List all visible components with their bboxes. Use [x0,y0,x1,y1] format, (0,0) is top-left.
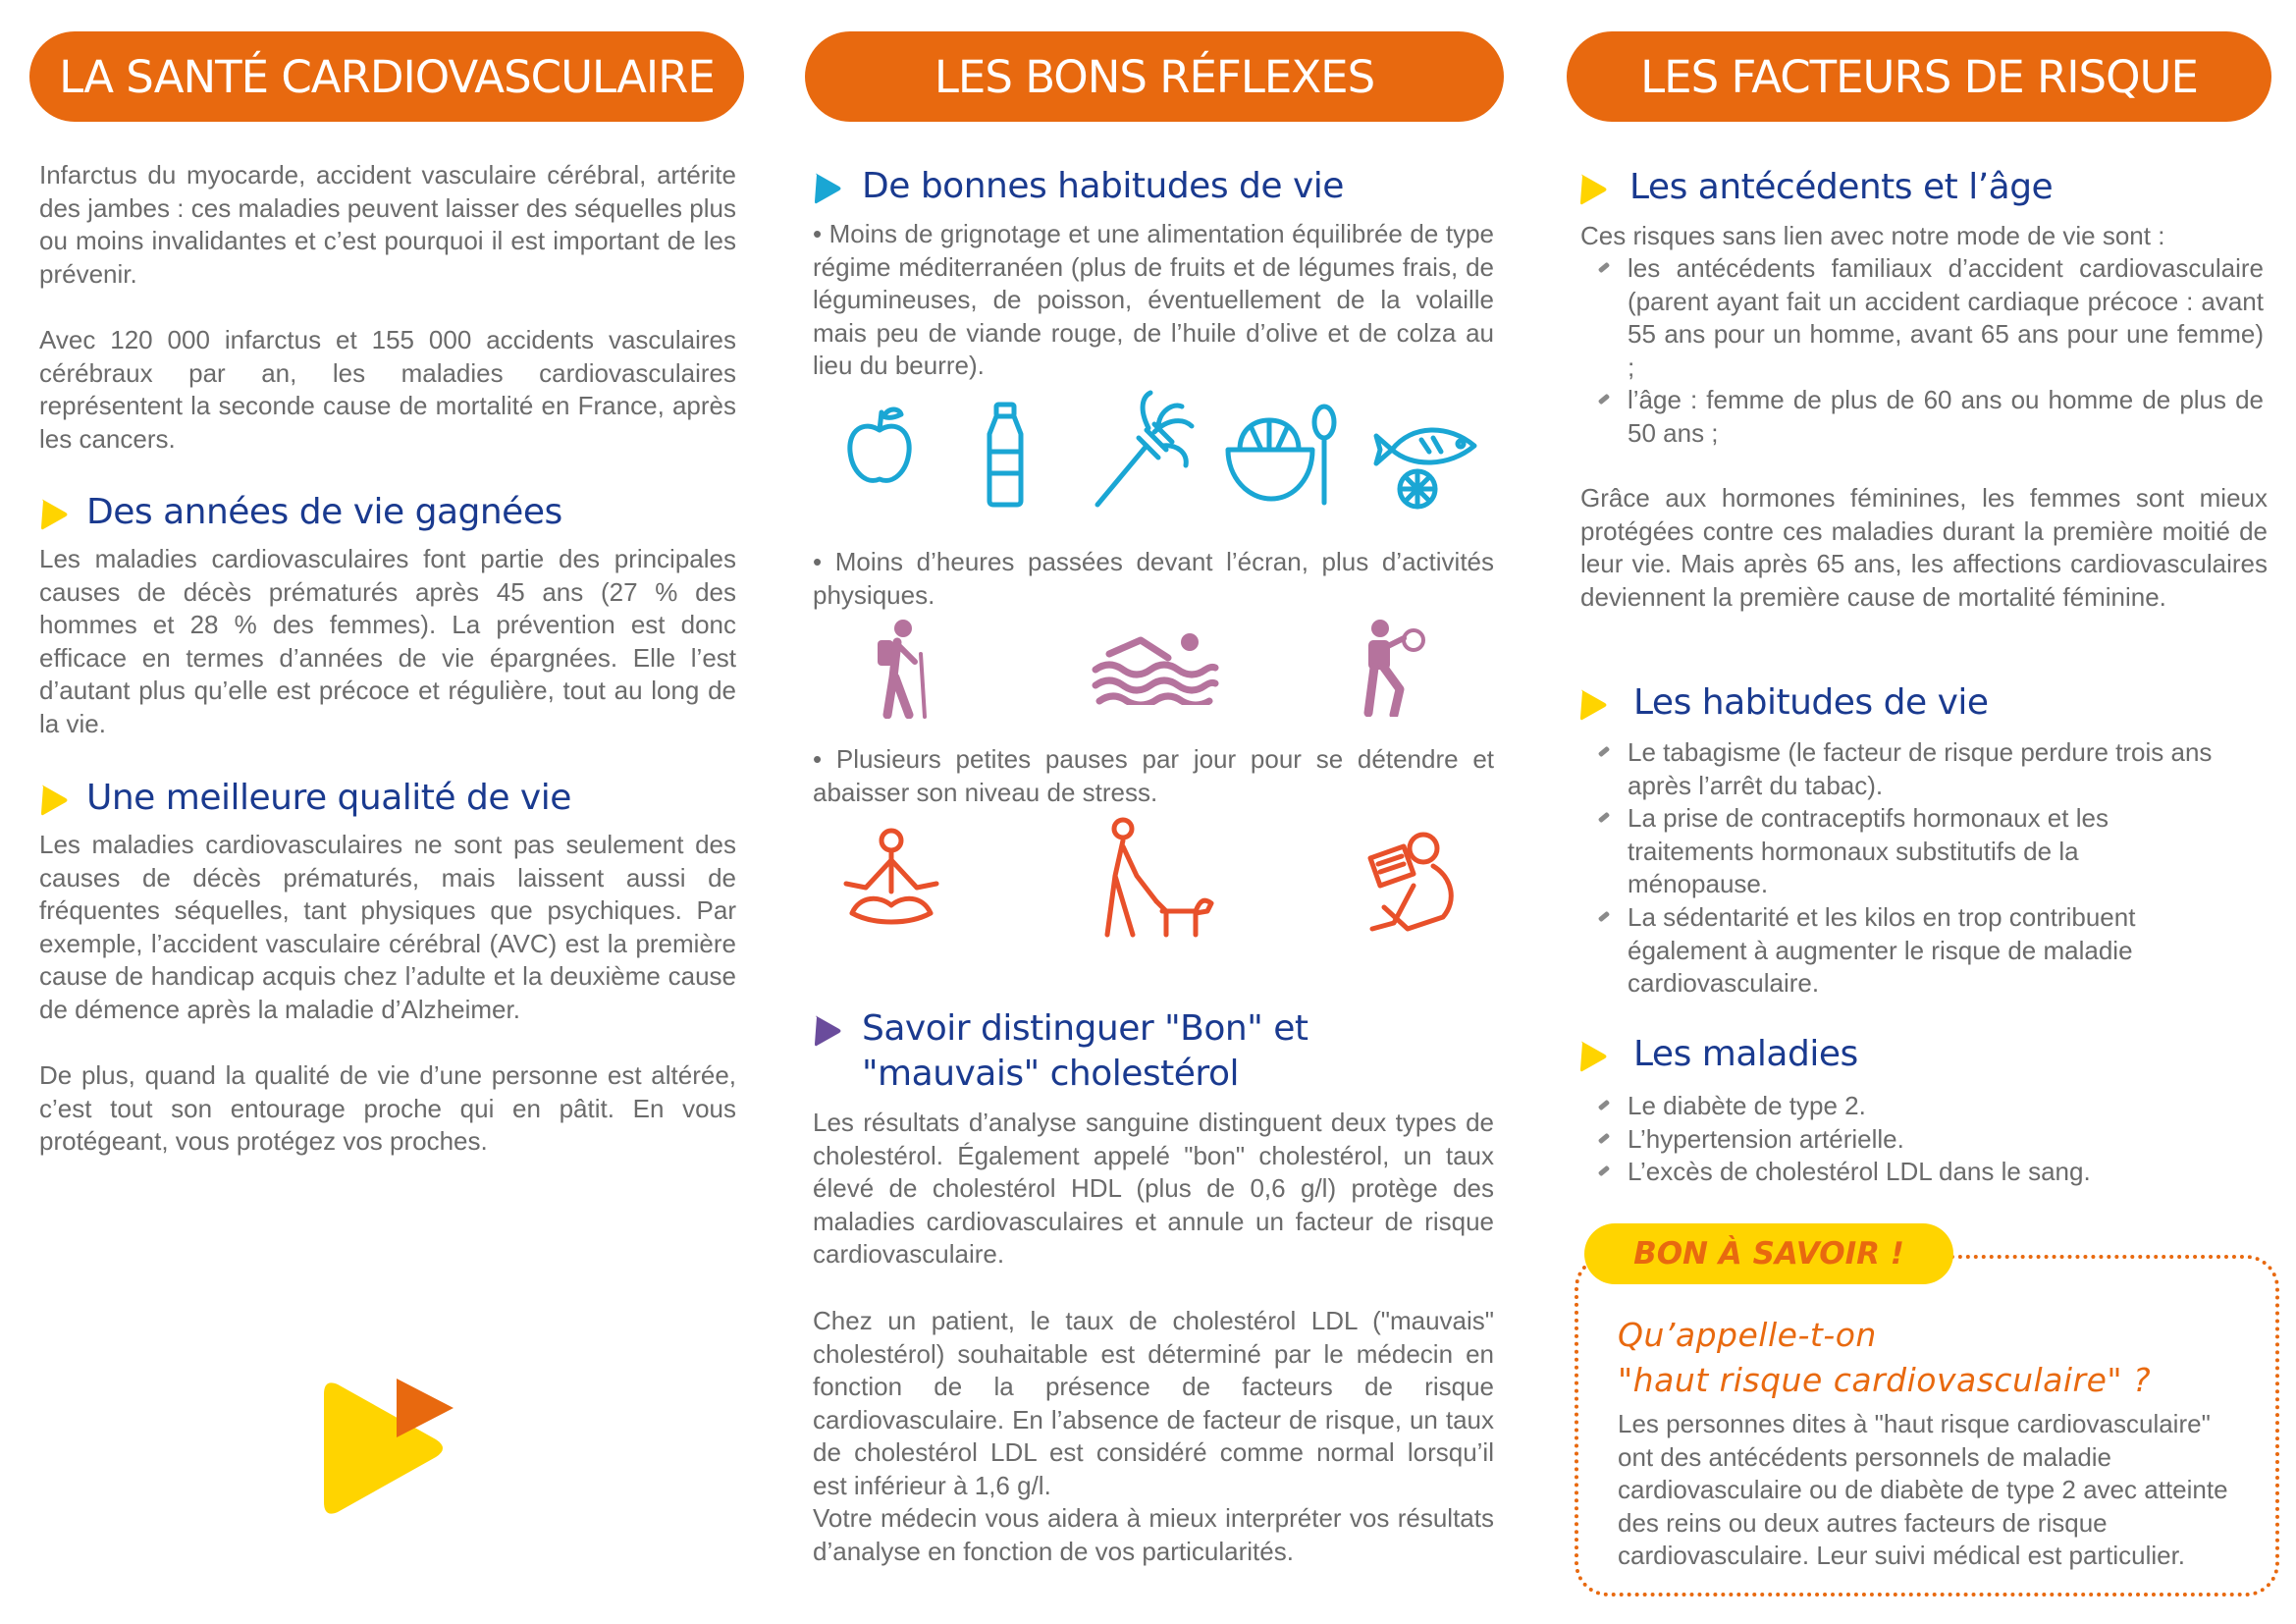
yellow-play-marker-icon [1578,1040,1608,1073]
list-tick-icon [1598,1100,1610,1111]
list-item-sedentarite: La sédentarité et les kilos en trop contribuent également à augmenter le risque de maladie cardiovasculaire. [1628,902,2136,998]
list-item-diabete: Le diabète de type 2. [1628,1091,1866,1120]
water-bottle-icon [980,401,1031,509]
list-item-antecedents-familiaux: les antécédents familiaux d’accident cardiovasculaire (parent ayant fait un accident cardiaque précoce : avant 55 ans pour un homme, avant 65 ans pour une femme) ; [1628,253,2264,382]
heading-cholesterol-line1: Savoir distinguer "Bon" et [862,1008,1308,1049]
list-item-cholesterol-ldl: L’excès de cholestérol LDL dans le sang. [1628,1157,2091,1186]
yellow-play-marker-icon [1578,688,1608,722]
bullet-pauses: • Plusieurs petites pauses par jour pour se détendre et abaisser son niveau de stress. [813,744,1494,807]
hiker-icon [864,617,934,719]
banner-bons-reflexes: LES BONS RÉFLEXES [805,31,1504,122]
heading-qualite-de-vie: Une meilleure qualité de vie [86,778,571,818]
list-item-contraceptifs: La prise de contraceptifs hormonaux et les traitements hormonaux substitutifs de la ménopause. [1628,803,2109,898]
purple-play-marker-icon [813,1014,842,1048]
list-tick-icon [1598,262,1610,274]
heading-annees-de-vie: Des années de vie gagnées [86,492,562,532]
apple-icon [844,403,915,489]
yellow-play-marker-icon [39,784,69,817]
paragraph-annees-de-vie: Les maladies cardiovasculaires font partie des principales causes de décès prématurés après 45 ans (27 % des hommes et 28 % des femmes). La prévention est donc efficace en termes d’années de vie épargnées. Elle l’est d’autant plus qu’elle est précoce et régulière, tout au long de la vie. [39,544,736,738]
list-tick-icon [1598,394,1610,406]
meditation-icon [840,827,942,935]
list-tick-icon [1598,1133,1610,1145]
heading-bonnes-habitudes: De bonnes habitudes de vie [862,166,1344,206]
list-tick-icon [1598,746,1610,758]
list-item-tabagisme: Le tabagisme (le facteur de risque perdure trois ans après l’arrêt du tabac). [1628,737,2213,800]
paragraph-cholesterol-hdl: Les résultats d’analyse sanguine distinguent deux types de cholestérol. Également appelé "bon" cholestérol, un taux élevé de cholestérol HDL (plus de 0,6 g/l) protège des maladies cardiovasculaires et annule un facteur de risque cardiovasculaire. [813,1108,1494,1269]
brand-logo-icon [320,1373,454,1520]
heading-cholesterol-line2: "mauvais" cholestérol [862,1054,1239,1094]
vegetable-fork-icon [1090,389,1198,511]
heading-antecedents-age: Les antécédents et l’âge [1629,167,2054,207]
fish-lemon-icon [1372,410,1494,513]
paragraph-entourage: De plus, quand la qualité de vie d’une personne est altérée, c’est tout son entourage proche qui en pâtit. En vous protégeant, vous protégez vos proches. [39,1060,736,1156]
dog-walker-icon [1097,817,1215,939]
intro-paragraph-1: Infarctus du myocarde, accident vasculaire cérébral, artérite des jambes : ces maladies peuvent laisser des séquelles plus ou moins invalidantes et c’est pourquoi il est important de les prévenir. [39,160,736,289]
swimmer-icon [1090,624,1219,705]
bon-a-savoir-badge: BON À SAVOIR ! [1584,1223,1953,1284]
paragraph-medecin: Votre médecin vous aidera à mieux interpréter vos résultats d’analyse en fonction de vos particularités. [813,1503,1494,1566]
intro-paragraph-2: Avec 120 000 infarctus et 155 000 accidents vasculaires cérébraux par an, les maladies cardiovasculaires représentent la seconde cause de mortalité en France, après les cancers. [39,325,736,454]
bullet-activite-physique: • Moins d’heures passées devant l’écran, plus d’activités physiques. [813,547,1494,610]
cyan-play-marker-icon [813,172,842,205]
paragraph-qualite-de-vie: Les maladies cardiovasculaires ne sont pas seulement des causes de décès prématurés, mais laissent aussi de fréquentes séquelles, tant physiques que psychiques. Par exemple, l’accident vasculaire cérébral (AVC) est la première cause de handicap acquis chez l’adulte et la deuxième cause de démence après la maladie d’Alzheimer. [39,830,736,1024]
paragraph-haut-risque: Les personnes dites à "haut risque cardiovasculaire" ont des antécédents personnels de maladie cardiovasculaire ou de diabète de type 2 avec atteinte des reins ou deux autres facteurs de risque cardiovasculaire. Leur suivi médical est particulier. [1618,1409,2228,1570]
paragraph-hormones-feminines: Grâce aux hormones féminines, les femmes sont mieux protégées contre ces maladies durant la première moitié de leur vie. Mais après 65 ans, les affections cardiovasculaires deviennent la première cause de mortalité féminine. [1580,483,2268,612]
paragraph-risques-sans-lien: Ces risques sans lien avec notre mode de vie sont : [1580,221,2165,250]
question-title-line1: Qu’appelle-t-on [1618,1316,1877,1354]
banner-sante-cardiovasculaire: LA SANTÉ CARDIOVASCULAIRE [29,31,744,122]
question-title-line2: "haut risque cardiovasculaire" ? [1618,1361,2152,1399]
list-item-age: l’âge : femme de plus de 60 ans ou homme de plus de 50 ans ; [1628,385,2264,448]
bowl-lemon-spoon-icon [1222,401,1340,509]
yellow-play-marker-icon [39,498,69,531]
list-tick-icon [1598,812,1610,824]
list-tick-icon [1598,911,1610,923]
paragraph-cholesterol-ldl: Chez un patient, le taux de cholestérol LDL ("mauvais" cholestérol) souhaitable est déterminé par le médecin en fonction de la présence de facteurs de risque cardiovasculaire. En l’absence de facteur de risque, un taux de cholestérol LDL est considéré comme normal lorsqu’il est inférieur à 1,6 g/l. [813,1306,1494,1500]
yellow-play-marker-icon [1578,173,1608,206]
bullet-alimentation: • Moins de grignotage et une alimentation équilibrée de type régime méditerranéen (plus de fruits et de légumes frais, de légumineuses, de poisson, éventuellement de la volaille mais peu de viande rouge, de l’huile d’olive et de colza au lieu du beurre). [813,219,1494,380]
list-item-hypertension: L’hypertension artérielle. [1628,1124,1904,1154]
list-tick-icon [1598,1165,1610,1177]
reading-person-icon [1364,831,1463,935]
football-player-icon [1355,619,1425,717]
heading-maladies: Les maladies [1633,1034,1858,1074]
heading-habitudes-de-vie: Les habitudes de vie [1633,682,1989,723]
banner-facteurs-de-risque: LES FACTEURS DE RISQUE [1567,31,2271,122]
